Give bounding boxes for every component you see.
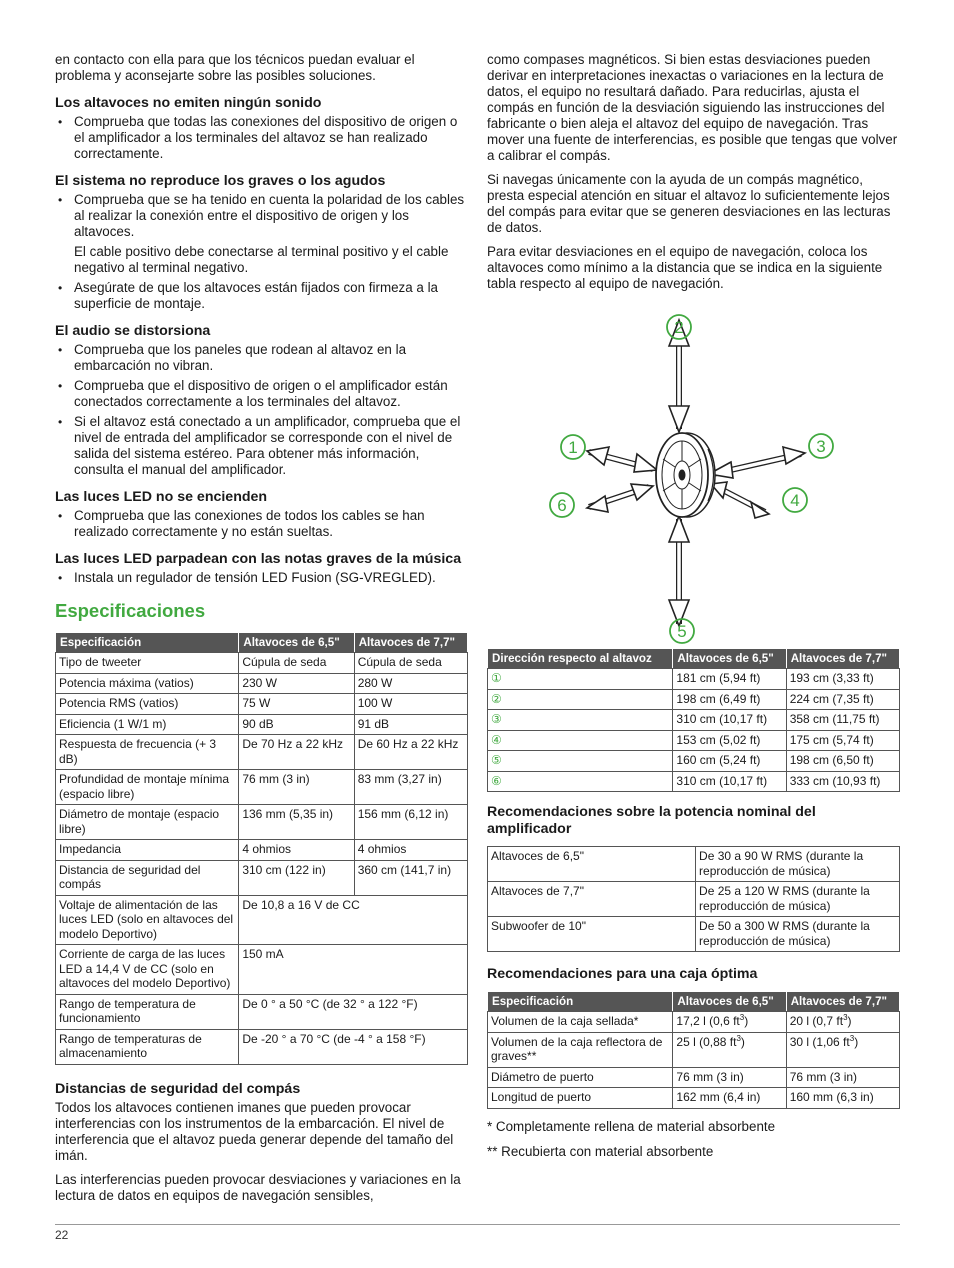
table-row xyxy=(488,751,900,772)
table-header-row xyxy=(488,649,900,669)
table-cell: 198 cm (6,50 ft) xyxy=(786,751,899,772)
footer-divider xyxy=(55,1224,900,1225)
table-cell: ① xyxy=(488,669,673,690)
table-cell: 310 cm (122 in) xyxy=(239,860,354,895)
table-cell: 310 cm (10,17 ft) xyxy=(673,771,786,792)
table-row xyxy=(56,714,468,735)
table-cell: Potencia máxima (vatios) xyxy=(56,673,239,694)
direction-distance-table xyxy=(487,648,900,792)
table-row xyxy=(56,840,468,861)
table-row xyxy=(488,1067,900,1088)
table-row xyxy=(56,994,468,1029)
list-item: • Comprueba que las conexiones de todos los cables se han realizado correctamente y no están sueltas. xyxy=(55,508,468,540)
table-cell: Altavoces de 6,5" xyxy=(488,847,696,882)
footnote-sealed: * Completamente rellena de material absorbente xyxy=(487,1118,776,1134)
table-row xyxy=(488,1088,900,1109)
table-cell: 4 ohmios xyxy=(239,840,354,861)
table-cell: 310 cm (10,17 ft) xyxy=(673,710,786,731)
diagram-svg xyxy=(487,304,900,644)
list-item-continuation: El cable positivo debe conectarse al terminal positivo y el cable negativo al terminal negativo. xyxy=(74,244,449,275)
compass-paragraph-1: Todos los altavoces contienen imanes que pueden provocar interferencias con los instrumentos de la embarcación. El nivel de interferencia que el altavoz pueda generar depende del tamaño del imán. xyxy=(55,1099,454,1163)
list-item: • Instala un regulador de tensión LED Fusion (SG-VREGLED). xyxy=(55,570,468,586)
table-cell xyxy=(673,1012,786,1033)
table-header: Altavoces de 7,7" xyxy=(786,649,899,669)
table-cell: ② xyxy=(488,689,673,710)
right-column xyxy=(487,52,900,1165)
closing-paren: ) xyxy=(854,1034,859,1049)
table-cell: Tipo de tweeter xyxy=(56,653,239,674)
no-sound-list xyxy=(55,114,468,162)
table-header: Altavoces de 6,5" xyxy=(673,649,786,669)
compass-distance-diagram xyxy=(487,304,900,644)
table-cell: Corriente de carga de las luces LED a 14,4 V de CC (solo en altavoces del modelo Deportivo) xyxy=(56,945,239,995)
table-cell xyxy=(673,1032,786,1067)
section-no-sound-title: Los altavoces no emiten ningún sonido xyxy=(55,95,322,111)
section-compass-title: Distancias de seguridad del compás xyxy=(55,1080,301,1097)
table-row xyxy=(488,882,900,917)
table-row xyxy=(56,1029,468,1064)
table-cell: De 0 ° a 50 °C (de 32 ° a 122 °F) xyxy=(239,994,468,1029)
table-cell: ④ xyxy=(488,730,673,751)
table-cell: 90 dB xyxy=(239,714,354,735)
table-header-row xyxy=(488,992,900,1012)
volume-value: 17,2 l (0,6 ft xyxy=(676,1014,740,1028)
closing-paren: ) xyxy=(740,1034,745,1049)
callout-5: 5 xyxy=(677,622,687,641)
table-cell: 358 cm (11,75 ft) xyxy=(786,710,899,731)
bass-treble-list xyxy=(55,192,468,240)
led-blink-list xyxy=(55,570,468,586)
table-cell: Rango de temperatura de funcionamiento xyxy=(56,994,239,1029)
table-row xyxy=(488,847,900,882)
table-cell: 280 W xyxy=(354,673,467,694)
arrow-direction-1 xyxy=(587,447,657,472)
table-cell: 100 W xyxy=(354,694,467,715)
enclosure-section-title: Recomendaciones para una caja óptima xyxy=(487,966,758,982)
callout-1: 1 xyxy=(568,438,578,457)
table-row xyxy=(488,1032,900,1067)
volume-value: 25 l (0,88 ft xyxy=(676,1034,737,1049)
table-cell: Volumen de la caja sellada* xyxy=(488,1012,673,1033)
table-cell: 175 cm (5,74 ft) xyxy=(786,730,899,751)
table-row xyxy=(488,669,900,690)
unit-exponent: 3 xyxy=(843,1013,848,1022)
table-row xyxy=(488,710,900,731)
specifications-heading: Especificaciones xyxy=(55,600,206,621)
table-cell: 181 cm (5,94 ft) xyxy=(673,669,786,690)
arrow-direction-3 xyxy=(709,447,805,478)
table-row xyxy=(56,860,468,895)
table-cell: 160 cm (5,24 ft) xyxy=(673,751,786,772)
enclosure-table xyxy=(487,991,900,1109)
intro-paragraph: en contacto con ella para que los técnicos puedan evaluar el problema y aconsejarte sobre las posibles soluciones. xyxy=(55,52,415,83)
table-row xyxy=(488,1012,900,1033)
list-item: • Comprueba que el dispositivo de origen o el amplificador están conectados correctamente a los terminales del altavoz. xyxy=(55,378,468,410)
table-cell: 224 cm (7,35 ft) xyxy=(786,689,899,710)
table-header: Especificación xyxy=(56,633,239,653)
list-item: • Comprueba que todas las conexiones del dispositivo de origen o el amplificador a los terminales del altavoz se han realizado correctamente. xyxy=(55,114,468,162)
table-cell: Altavoces de 7,7" xyxy=(488,882,696,917)
table-cell: 91 dB xyxy=(354,714,467,735)
table-cell: 4 ohmios xyxy=(354,840,467,861)
table-cell: De 30 a 90 W RMS (durante la reproducción de música) xyxy=(696,847,900,882)
table-cell: 136 mm (5,35 in) xyxy=(239,805,354,840)
table-cell: De 70 Hz a 22 kHz xyxy=(239,735,354,770)
callout-6: 6 xyxy=(557,496,567,515)
section-led-blink-title: Las luces LED parpadean con las notas graves de la música xyxy=(55,551,462,567)
table-cell: Volumen de la caja reflectora de graves** xyxy=(488,1032,673,1067)
list-item: • Comprueba que los paneles que rodean al altavoz en la embarcación no vibran. xyxy=(55,342,468,374)
table-cell: 198 cm (6,49 ft) xyxy=(673,689,786,710)
table-row xyxy=(56,945,468,995)
arrow-direction-4 xyxy=(711,482,769,518)
table-cell: 153 cm (5,02 ft) xyxy=(673,730,786,751)
unit-exponent: 3 xyxy=(849,1033,855,1043)
distortion-list xyxy=(55,342,468,478)
table-cell: Eficiencia (1 W/1 m) xyxy=(56,714,239,735)
closing-paren: ) xyxy=(744,1014,749,1028)
compass-paragraph-4: Si navegas únicamente con la ayuda de un compás magnético, presta especial atención en situar el altavoz lo suficientemente lejos del compás para evitar que se generen desviaciones en las lecturas de datos. xyxy=(487,172,891,235)
volume-value: 30 l (1,06 ft xyxy=(789,1034,850,1049)
table-cell: Impedancia xyxy=(56,840,239,861)
table-cell: 230 W xyxy=(239,673,354,694)
led-off-list xyxy=(55,508,468,540)
table-row xyxy=(488,730,900,751)
table-cell xyxy=(786,1032,899,1067)
table-cell: 193 cm (3,33 ft) xyxy=(786,669,899,690)
table-cell xyxy=(786,1012,899,1033)
footnote-reflex: ** Recubierta con material absorbente xyxy=(487,1143,714,1159)
table-header: Altavoces de 6,5" xyxy=(673,992,786,1012)
table-header: Altavoces de 6,5" xyxy=(239,633,354,653)
table-cell: ③ xyxy=(488,710,673,731)
table-cell: Subwoofer de 10" xyxy=(488,917,696,952)
table-cell: Longitud de puerto xyxy=(488,1088,673,1109)
table-cell: Cúpula de seda xyxy=(239,653,354,674)
table-cell: Rango de temperaturas de almacenamiento xyxy=(56,1029,239,1064)
table-cell: De 10,8 a 16 V de CC xyxy=(239,895,468,945)
table-header: Altavoces de 7,7" xyxy=(354,633,467,653)
table-row xyxy=(56,653,468,674)
table-row xyxy=(56,673,468,694)
specifications-table xyxy=(55,632,468,1065)
section-bass-treble-title: El sistema no reproduce los graves o los agudos xyxy=(55,173,386,189)
compass-paragraph-3: como compases magnéticos. Si bien estas desviaciones pueden derivar en interpretaciones inexactas o variaciones en la lectura de datos, el equipo no resultará dañado. Para reducirlas, ajusta el compás en función de la desviación siguiendo las instrucciones del fabricante o bien aleja el altavoz del equipo de navegación. Tras mover una fuente de interferencias, es posible que tengas que volver a calibrar el compás. xyxy=(487,52,898,163)
closing-paren: ) xyxy=(847,1014,852,1028)
callout-4: 4 xyxy=(790,491,800,510)
table-cell: 333 cm (10,93 ft) xyxy=(786,771,899,792)
compass-paragraph-2: Las interferencias pueden provocar desviaciones y variaciones en la lectura de datos en equipos de navegación sensibles, xyxy=(55,1171,461,1203)
table-row xyxy=(56,694,468,715)
bass-treble-list-2 xyxy=(55,280,468,312)
amplifier-section-title: Recomendaciones sobre la potencia nominal del amplificador xyxy=(487,804,816,837)
table-cell: 150 mA xyxy=(239,945,468,995)
arrow-direction-5 xyxy=(669,516,689,626)
volume-value: 20 l (0,7 ft xyxy=(789,1014,844,1028)
list-item: • Asegúrate de que los altavoces están fijados con firmeza a la superficie de montaje. xyxy=(55,280,468,312)
table-cell: Distancia de seguridad del compás xyxy=(56,860,239,895)
table-row xyxy=(56,805,468,840)
amplifier-table xyxy=(487,846,900,952)
table-cell: 76 mm (3 in) xyxy=(673,1067,786,1088)
table-cell: Profundidad de montaje mínima (espacio libre) xyxy=(56,770,239,805)
table-cell: 76 mm (3 in) xyxy=(786,1067,899,1088)
table-header: Dirección respecto al altavoz xyxy=(488,649,673,669)
table-cell: 76 mm (3 in) xyxy=(239,770,354,805)
list-item: • Comprueba que se ha tenido en cuenta la polaridad de los cables al realizar la conexión entre el dispositivo de origen y los altavoces. xyxy=(55,192,468,240)
table-cell: Cúpula de seda xyxy=(354,653,467,674)
speaker-illustration xyxy=(656,433,715,517)
table-cell: De -20 ° a 70 °C (de -4 ° a 158 °F) xyxy=(239,1029,468,1064)
table-cell: 162 mm (6,4 in) xyxy=(673,1088,786,1109)
table-cell: Diámetro de puerto xyxy=(488,1067,673,1088)
callout-3: 3 xyxy=(816,437,826,456)
table-cell: Potencia RMS (vatios) xyxy=(56,694,239,715)
section-led-off-title: Las luces LED no se encienden xyxy=(55,489,268,505)
table-cell: De 25 a 120 W RMS (durante la reproducción de música) xyxy=(696,882,900,917)
unit-exponent: 3 xyxy=(736,1033,741,1043)
left-column xyxy=(55,52,468,1212)
table-cell: ⑤ xyxy=(488,751,673,772)
table-cell: Voltaje de alimentación de las luces LED (solo en altavoces del modelo Deportivo) xyxy=(56,895,239,945)
table-row xyxy=(56,770,468,805)
list-item: • Si el altavoz está conectado a un amplificador, comprueba que el nivel de entrada del amplificador se corresponde con el nivel de salida del sistema estéreo. Para obtener más información, consulta el manual del amplificador. xyxy=(55,414,468,478)
table-cell: Diámetro de montaje (espacio libre) xyxy=(56,805,239,840)
section-distortion-title: El audio se distorsiona xyxy=(55,323,211,339)
table-row xyxy=(56,895,468,945)
page-number: 22 xyxy=(55,1228,69,1242)
table-cell: Respuesta de frecuencia (+ 3 dB) xyxy=(56,735,239,770)
table-cell: ⑥ xyxy=(488,771,673,792)
callout-2: 2 xyxy=(674,318,684,337)
table-cell: 160 mm (6,3 in) xyxy=(786,1088,899,1109)
table-cell: 75 W xyxy=(239,694,354,715)
table-header: Altavoces de 7,7" xyxy=(786,992,899,1012)
table-cell: 360 cm (141,7 in) xyxy=(354,860,467,895)
table-header: Especificación xyxy=(488,992,673,1012)
table-row xyxy=(488,689,900,710)
table-row xyxy=(488,771,900,792)
arrow-direction-6 xyxy=(587,484,653,512)
compass-paragraph-5: Para evitar desviaciones en el equipo de navegación, coloca los altavoces como mínimo a la distancia que se indica en la siguiente tabla respecto al equipo de navegación. xyxy=(487,244,883,291)
table-cell: 83 mm (3,27 in) xyxy=(354,770,467,805)
unit-exponent: 3 xyxy=(739,1013,745,1022)
table-header-row xyxy=(56,633,468,653)
table-row xyxy=(488,917,900,952)
table-cell: De 50 a 300 W RMS (durante la reproducción de música) xyxy=(696,917,900,952)
table-cell: De 60 Hz a 22 kHz xyxy=(354,735,467,770)
table-cell: 156 mm (6,12 in) xyxy=(354,805,467,840)
table-row xyxy=(56,735,468,770)
